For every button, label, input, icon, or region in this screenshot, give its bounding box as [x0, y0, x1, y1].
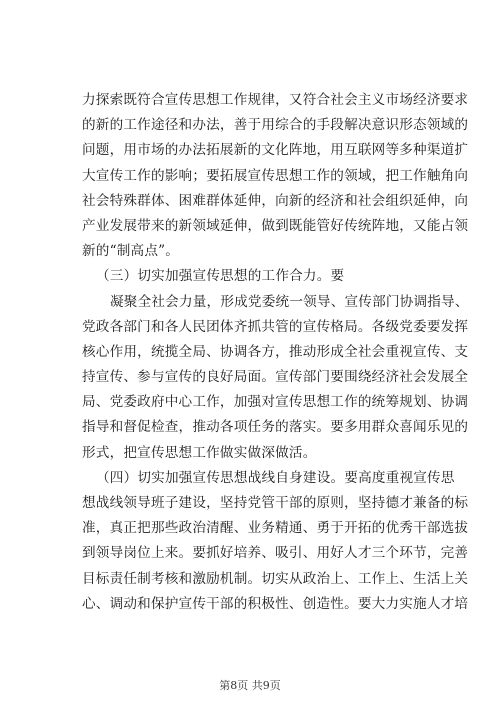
text-line: 产业发展带来的新领域延伸，做到既能管好传统阵地，又能占领: [82, 217, 469, 234]
text-line: （三）切实加强宣传思想的工作合力。要: [96, 268, 345, 285]
text-line: 社会特殊群体、困难群体延伸，向新的经济和社会组织延伸，向: [82, 192, 469, 209]
text-line: 想战线领导班子建设，坚持党管干部的原则，坚持德才兼备的标: [82, 495, 469, 511]
text-line: 力探索既符合宣传思想工作规律，又符合社会主义市场经济要求: [82, 92, 469, 108]
text-line: 准，真正把那些政治清醒、业务精通、勇于开拓的优秀干部选拔: [82, 520, 469, 537]
text-line: 凝聚全社会力量，形成党委统一领导、宣传部门协调指导、: [110, 293, 469, 310]
text-line: 持宣传、参与宣传的良好局面。宣传部门要围绕经济社会发展全: [82, 369, 469, 386]
text-line: 心、调动和保护宣传干部的积极性、创造性。要大力实施人才培: [82, 595, 469, 612]
text-line: 核心作用，统揽全局、协调各方，推动形成全社会重视宣传、支: [82, 343, 469, 360]
page-footer: 第8页 共9页: [219, 679, 281, 692]
text-line: 党政各部门和各人民团体齐抓共管的宣传格局。各级党委要发挥: [82, 318, 469, 335]
text-line: 局、党委政府中心工作，加强对宣传思想工作的统筹规划、协调: [82, 394, 469, 411]
text-line: 到领导岗位上来。要抓好培养、吸引、用好人才三个环节，完善: [82, 545, 469, 562]
text-line: 新的“制高点”。: [82, 243, 180, 260]
text-line: 指导和督促检查，推动各项任务的落实。要多用群众喜闻乐见的: [82, 419, 469, 436]
text-line: （四）切实加强宣传思想战线自身建设。要高度重视宣传思: [96, 469, 455, 486]
text-line: 的新的工作途径和办法，善于用综合的手段解决意识形态领域的: [82, 117, 469, 134]
text-line: 问题，用市场的办法拓展新的文化阵地，用互联网等多种渠道扩: [82, 142, 469, 159]
text-line: 形式，把宣传思想工作做实做深做活。: [82, 444, 317, 461]
document-body: [82, 88, 469, 617]
text-line: 目标责任制考核和激励机制。切实从政治上、工作上、生活上关: [82, 570, 469, 587]
text-line: 大宣传工作的影响；要拓展宣传思想工作的领域，把工作触角向: [82, 167, 469, 184]
